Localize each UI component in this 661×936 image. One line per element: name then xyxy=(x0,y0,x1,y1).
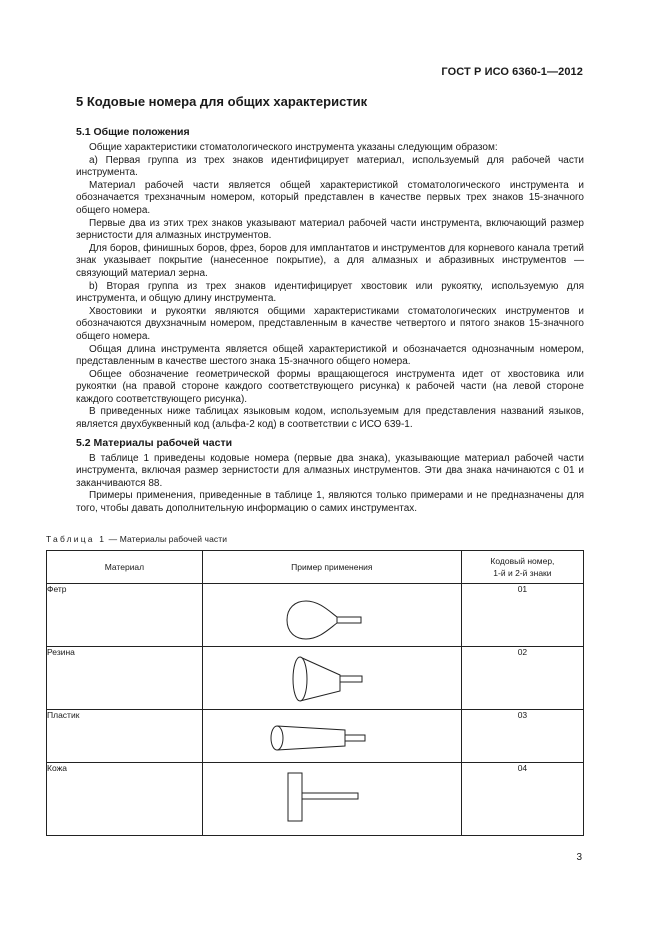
code-value: 01 xyxy=(461,584,583,647)
table-caption-text: — Материалы рабочей части xyxy=(106,534,228,544)
table-caption-label: Таблица 1 xyxy=(46,534,107,544)
paragraph: В таблице 1 приведены кодовые номера (первые два знака), указывающие материал рабочей части инструмента, включая размер зернистости для алмазных инструментов. Эти два знака начинаются с 01 и заканчиваются 88. xyxy=(76,452,584,489)
table-row xyxy=(47,763,584,836)
paragraph: Общая длина инструмента является общей характеристикой и обозначается однозначным номером, представленным в качестве шестого знака 15-значного общего номера. xyxy=(76,343,584,368)
table-header-row xyxy=(47,551,584,584)
example-cell xyxy=(202,584,461,647)
paragraph: Общие характеристики стоматологического инструмента указаны следующим образом: xyxy=(89,142,498,153)
paragraph: Для боров, финишных боров, фрез, боров для имплантатов и инструментов для корневого канала третий знак указывает покрытие (нанесенное покрытие), а для алмазных и абразивных инструментов — связующий материал зерна. xyxy=(76,242,584,279)
felt-wheel-icon xyxy=(203,584,461,646)
header-code-line2: 1-й и 2-й знаки xyxy=(493,568,552,578)
paragraph: Первые два из этих трех знаков указывают материал рабочей части инструмента, включающий размер зернистости для алмазных инструментов. xyxy=(76,217,584,242)
table-caption xyxy=(46,534,227,544)
paragraph: В приведенных ниже таблицах языковым кодом, используемым для представления названий языков, является двухбуквенный код (альфа-2 код) в соответствии с ИСО 639-1. xyxy=(76,406,584,431)
page-number: 3 xyxy=(576,852,582,863)
paragraph: Материал рабочей части является общей характеристикой стоматологического инструмента и обозначается трехзначным номером, который представлен в качестве первых трех знаков 15-значного общего номера. xyxy=(76,179,584,216)
code-value: 04 xyxy=(461,763,583,836)
materials-table xyxy=(46,550,584,836)
header-code xyxy=(461,551,583,584)
material-name: Резина xyxy=(47,647,203,710)
paragraph: Общее обозначение геометрической формы вращающегося инструмента идет от хвостовика или рукоятки (на правой стороне каждого соответствующего рисунка) к рабочей части (на левой стороне каждого соответствующего рисунка). xyxy=(76,368,584,405)
subsection-title: 5.2 Материалы рабочей части xyxy=(76,436,233,449)
rubber-cone-icon xyxy=(203,647,461,709)
table-row xyxy=(47,647,584,710)
table-row xyxy=(47,710,584,763)
example-cell xyxy=(202,647,461,710)
page-content xyxy=(76,94,584,516)
paragraph: Хвостовики и рукоятки являются общими характеристиками стоматологических инструментов и обозначаются двухзначным номером, представленным в качестве четвертого и пятого знаков 15-значного общего номера. xyxy=(76,305,584,342)
document-code: ГОСТ Р ИСО 6360-1—2012 xyxy=(441,66,583,78)
material-name: Кожа xyxy=(47,763,203,836)
header-code-line1: Кодовый номер, xyxy=(490,556,555,566)
code-value: 02 xyxy=(461,647,583,710)
subsection-title: 5.1 Общие положения xyxy=(76,126,190,138)
header-example: Пример применения xyxy=(202,551,461,584)
leather-disc-icon xyxy=(203,763,461,835)
table-row xyxy=(47,584,584,647)
section-title: 5 Кодовые номера для общих характеристик xyxy=(76,94,368,109)
example-cell xyxy=(202,710,461,763)
paragraph: b) Вторая группа из трех знаков идентифицирует хвостовик или рукоятку, используемую для инструмента, и общую длину инструмента. xyxy=(76,280,584,305)
header-material: Материал xyxy=(47,551,203,584)
plastic-cone-icon xyxy=(203,710,461,762)
example-cell xyxy=(202,763,461,836)
code-value: 03 xyxy=(461,710,583,763)
material-name: Фетр xyxy=(47,584,203,647)
material-name: Пластик xyxy=(47,710,203,763)
paragraph: a) Первая группа из трех знаков идентифицирует материал, используемый для рабочей части инструмента. xyxy=(76,154,584,179)
paragraph: Примеры применения, приведенные в таблице 1, являются только примерами и не предназначены для того, чтобы давать дополнительную информацию о самих инструментах. xyxy=(76,490,584,515)
